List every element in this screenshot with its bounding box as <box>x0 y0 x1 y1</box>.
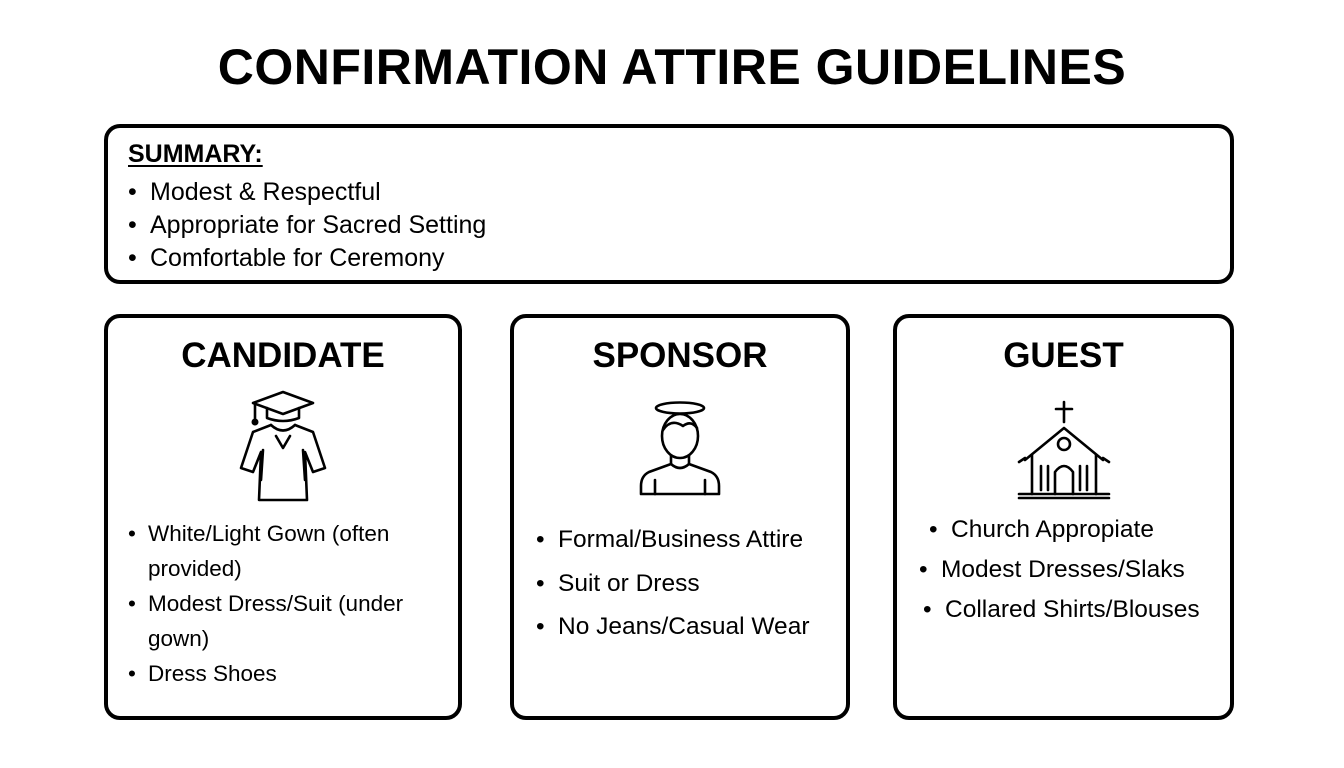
bullet-icon: • <box>128 521 136 546</box>
sponsor-list <box>536 518 809 649</box>
guest-list <box>919 510 1200 630</box>
list-item: • Suit or Dress <box>536 562 809 606</box>
summary-item: • Comfortable for Ceremony <box>128 242 486 275</box>
candidate-list <box>128 516 458 691</box>
sponsor-title: SPONSOR <box>592 336 768 375</box>
bullet-icon: • <box>128 178 137 206</box>
sponsor-card <box>510 314 850 720</box>
guest-title: GUEST <box>1003 336 1124 375</box>
summary-item: • Modest & Respectful <box>128 176 486 209</box>
bullet-icon: • <box>128 244 137 272</box>
bullet-icon: • <box>128 661 136 686</box>
summary-heading: SUMMARY: <box>128 140 263 168</box>
summary-box <box>104 124 1234 284</box>
bullet-icon: • <box>128 591 136 616</box>
list-item: • No Jeans/Casual Wear <box>536 605 809 649</box>
list-item: • Formal/Business Attire <box>536 518 809 562</box>
person-halo-icon <box>635 396 725 500</box>
graduation-gown-icon <box>233 388 333 504</box>
bullet-icon: • <box>929 516 938 543</box>
list-item: • White/Light Gown (often provided) <box>128 516 458 586</box>
summary-item: • Appropriate for Sacred Setting <box>128 209 486 242</box>
bullet-icon: • <box>128 211 137 239</box>
list-item: • Modest Dress/Suit (under gown) <box>128 586 458 656</box>
guest-card <box>893 314 1234 720</box>
summary-list <box>128 176 486 275</box>
list-item: • Church Appropiate <box>919 510 1200 550</box>
candidate-title: CANDIDATE <box>181 336 385 375</box>
bullet-icon: • <box>536 526 545 553</box>
list-item: • Modest Dresses/Slaks <box>919 550 1200 590</box>
bullet-icon: • <box>536 613 545 640</box>
page-title: CONFIRMATION ATTIRE GUIDELINES <box>217 39 1127 95</box>
list-item: • Dress Shoes <box>128 656 458 691</box>
bullet-icon: • <box>923 596 932 623</box>
candidate-card <box>104 314 462 720</box>
list-item: • Collared Shirts/Blouses <box>919 590 1200 630</box>
bullet-icon: • <box>919 556 928 583</box>
church-icon <box>1017 400 1111 500</box>
bullet-icon: • <box>536 569 545 597</box>
